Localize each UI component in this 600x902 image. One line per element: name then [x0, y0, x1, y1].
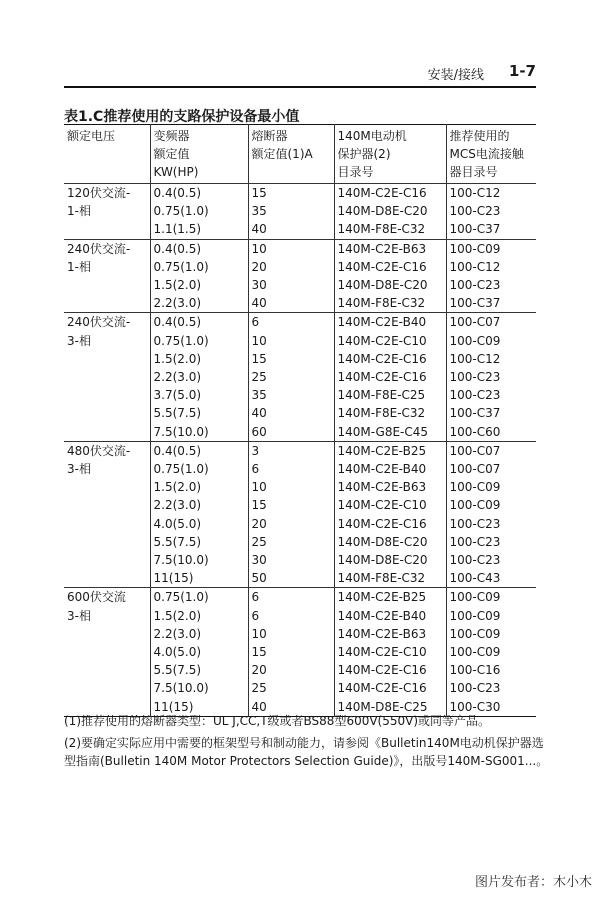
drive-rating-cell: 7.5(10.0): [150, 679, 248, 697]
contactor-cell: 100-C23: [446, 679, 536, 697]
fuse-rating-cell: 20: [248, 661, 334, 679]
table-row: [64, 533, 536, 551]
motor-protector-cell: 140M-C2E-C10: [334, 496, 446, 514]
col-contactor: [446, 125, 536, 184]
header-line: 额定电压: [67, 129, 116, 143]
voltage-cell: 3-相: [67, 462, 91, 477]
fuse-rating-cell: 3: [248, 441, 334, 460]
contactor-cell: 100-C09: [446, 332, 536, 350]
drive-rating-cell: 4.0(5.0): [150, 515, 248, 533]
motor-protector-cell: 140M-C2E-C16: [334, 184, 446, 203]
table-row: [64, 625, 536, 643]
table-row: [64, 202, 536, 220]
fuse-rating-cell: 40: [248, 294, 334, 313]
motor-protector-cell: 140M-G8E-C45: [334, 423, 446, 442]
fuse-rating-cell: 15: [248, 350, 334, 368]
drive-rating-cell: 0.75(1.0): [150, 258, 248, 276]
header-line: 变频器: [153, 129, 190, 143]
drive-rating-cell: 5.5(7.5): [150, 661, 248, 679]
section-title: 安装/接线: [427, 68, 484, 83]
drive-rating-cell: 1.5(2.0): [150, 350, 248, 368]
drive-rating-cell: 2.2(3.0): [150, 496, 248, 514]
voltage-cell: [64, 276, 150, 294]
header-line: KW(HP): [153, 165, 199, 179]
footnotes: [64, 712, 554, 774]
drive-rating-cell: 2.2(3.0): [150, 294, 248, 313]
table-row: [64, 404, 536, 422]
motor-protector-cell: 140M-C2E-B63: [334, 625, 446, 643]
table-row: [64, 294, 536, 313]
contactor-cell: 100-C09: [446, 239, 536, 258]
fuse-rating-cell: 6: [248, 313, 334, 332]
table-row: [64, 551, 536, 569]
motor-protector-cell: 140M-C2E-C10: [334, 332, 446, 350]
drive-rating-cell: 1.5(2.0): [150, 478, 248, 496]
table-row: [64, 184, 536, 203]
contactor-cell: 100-C09: [446, 607, 536, 625]
voltage-cell: [64, 294, 150, 313]
fuse-rating-cell: 30: [248, 276, 334, 294]
header-line: 推荐使用的: [449, 129, 510, 143]
contactor-cell: 100-C60: [446, 423, 536, 442]
voltage-cell: 480伏交流-: [67, 443, 131, 458]
fuse-rating-cell: 10: [248, 478, 334, 496]
table-row: [64, 332, 536, 350]
voltage-cell: [64, 661, 150, 679]
motor-protector-cell: 140M-C2E-C16: [334, 679, 446, 697]
voltage-group: [64, 588, 536, 716]
publisher-credit: 图片发布者：木小木: [474, 875, 592, 890]
fuse-rating-cell: 35: [248, 202, 334, 220]
drive-rating-cell: 0.4(0.5): [150, 313, 248, 332]
contactor-cell: 100-C43: [446, 569, 536, 588]
table-row: [64, 478, 536, 496]
fuse-rating-cell: 40: [248, 698, 334, 717]
contactor-cell: 100-C37: [446, 404, 536, 422]
table-row: [64, 276, 536, 294]
fuse-rating-cell: 10: [248, 332, 334, 350]
header-line: MCS电流接触: [449, 147, 524, 161]
voltage-cell: 3-相: [67, 608, 91, 623]
table-row: [64, 643, 536, 661]
table-row: [64, 423, 536, 442]
table-row: [64, 515, 536, 533]
motor-protector-cell: 140M-C2E-B40: [334, 313, 446, 332]
motor-protector-cell: 140M-C2E-C16: [334, 515, 446, 533]
header-line: 额定值(1)A: [251, 147, 313, 161]
motor-protector-cell: 140M-D8E-C20: [334, 202, 446, 220]
table-row: [64, 460, 536, 478]
voltage-cell: [64, 679, 150, 697]
motor-protector-cell: 140M-F8E-C32: [334, 569, 446, 588]
header-line: 器目录号: [449, 165, 498, 179]
contactor-cell: 100-C09: [446, 496, 536, 514]
table-title: 表1.C推荐使用的支路保护设备最小值: [64, 109, 300, 125]
motor-protector-cell: 140M-F8E-C32: [334, 294, 446, 313]
table-row: [64, 588, 536, 607]
contactor-cell: 100-C07: [446, 313, 536, 332]
motor-protector-cell: 140M-C2E-B63: [334, 239, 446, 258]
table-row: [64, 350, 536, 368]
protection-table: [64, 124, 536, 717]
contactor-cell: 100-C12: [446, 184, 536, 203]
drive-rating-cell: 1.1(1.5): [150, 220, 248, 239]
voltage-cell: [64, 368, 150, 386]
drive-rating-cell: 0.75(1.0): [150, 332, 248, 350]
voltage-group: [64, 441, 536, 588]
fuse-rating-cell: 25: [248, 679, 334, 697]
header-line: 保护器(2): [337, 147, 391, 161]
table-row: [64, 368, 536, 386]
contactor-cell: 100-C07: [446, 441, 536, 460]
voltage-group: [64, 239, 536, 313]
voltage-cell: [64, 220, 150, 239]
fuse-rating-cell: 20: [248, 515, 334, 533]
motor-protector-cell: 140M-F8E-C32: [334, 220, 446, 239]
voltage-cell: 240伏交流-: [67, 241, 131, 256]
voltage-cell: 240伏交流-: [67, 315, 131, 330]
table-row: [64, 386, 536, 404]
fuse-rating-cell: 15: [248, 496, 334, 514]
table-row: [64, 239, 536, 258]
motor-protector-cell: 140M-C2E-C10: [334, 643, 446, 661]
fuse-rating-cell: 6: [248, 607, 334, 625]
motor-protector-cell: 140M-D8E-C20: [334, 551, 446, 569]
voltage-cell: 600伏交流: [67, 590, 126, 605]
table-row: [64, 496, 536, 514]
drive-rating-cell: 0.4(0.5): [150, 239, 248, 258]
contactor-cell: 100-C09: [446, 643, 536, 661]
drive-rating-cell: 5.5(7.5): [150, 404, 248, 422]
fuse-rating-cell: 20: [248, 258, 334, 276]
motor-protector-cell: 140M-C2E-B40: [334, 460, 446, 478]
motor-protector-cell: 140M-C2E-C16: [334, 350, 446, 368]
drive-rating-cell: 7.5(10.0): [150, 423, 248, 442]
contactor-cell: 100-C09: [446, 588, 536, 607]
table-row: [64, 661, 536, 679]
table-row: [64, 258, 536, 276]
motor-protector-cell: 140M-C2E-C16: [334, 258, 446, 276]
fuse-rating-cell: 6: [248, 588, 334, 607]
contactor-cell: 100-C23: [446, 368, 536, 386]
drive-rating-cell: 0.75(1.0): [150, 460, 248, 478]
voltage-cell: [64, 404, 150, 422]
contactor-cell: 100-C23: [446, 515, 536, 533]
voltage-group: [64, 184, 536, 240]
footnote-2: (2)要确定实际应用中需要的框架型号和制动能力，请参阅《Bulletin140M电动机保护器选型指南(Bulletin 140M Motor Protectors Selection Guide)》，出版号140M-SG001...。: [64, 736, 549, 768]
voltage-cell: [64, 569, 150, 588]
motor-protector-cell: 140M-C2E-B63: [334, 478, 446, 496]
fuse-rating-cell: 15: [248, 643, 334, 661]
drive-rating-cell: 1.5(2.0): [150, 276, 248, 294]
contactor-cell: 100-C09: [446, 625, 536, 643]
table-header-row: [64, 125, 536, 184]
header-line: 额定值: [153, 147, 190, 161]
fuse-rating-cell: 25: [248, 533, 334, 551]
fuse-rating-cell: 25: [248, 368, 334, 386]
contactor-cell: 100-C23: [446, 276, 536, 294]
page-header: [64, 56, 536, 88]
header-line: 140M电动机: [337, 129, 407, 143]
fuse-rating-cell: 35: [248, 386, 334, 404]
voltage-cell: [64, 423, 150, 442]
table-row: [64, 220, 536, 239]
table-row: [64, 569, 536, 588]
motor-protector-cell: 140M-D8E-C20: [334, 276, 446, 294]
contactor-cell: 100-C30: [446, 698, 536, 717]
contactor-cell: 100-C23: [446, 551, 536, 569]
motor-protector-cell: 140M-C2E-B25: [334, 588, 446, 607]
fuse-rating-cell: 10: [248, 625, 334, 643]
table-row: [64, 313, 536, 332]
col-drive-rating: [150, 125, 248, 184]
fuse-rating-cell: 15: [248, 184, 334, 203]
voltage-cell: [64, 515, 150, 533]
fuse-rating-cell: 40: [248, 220, 334, 239]
motor-protector-cell: 140M-F8E-C32: [334, 404, 446, 422]
motor-protector-cell: 140M-F8E-C25: [334, 386, 446, 404]
drive-rating-cell: 1.5(2.0): [150, 607, 248, 625]
fuse-rating-cell: 60: [248, 423, 334, 442]
drive-rating-cell: 11(15): [150, 569, 248, 588]
fuse-rating-cell: 6: [248, 460, 334, 478]
voltage-cell: [64, 643, 150, 661]
voltage-cell: [64, 625, 150, 643]
contactor-cell: 100-C12: [446, 350, 536, 368]
contactor-cell: 100-C37: [446, 294, 536, 313]
contactor-cell: 100-C16: [446, 661, 536, 679]
voltage-cell: [64, 551, 150, 569]
table-row: [64, 607, 536, 625]
drive-rating-cell: 0.75(1.0): [150, 202, 248, 220]
contactor-cell: 100-C23: [446, 386, 536, 404]
header-line: 目录号: [337, 165, 374, 179]
drive-rating-cell: 5.5(7.5): [150, 533, 248, 551]
drive-rating-cell: 0.4(0.5): [150, 441, 248, 460]
motor-protector-cell: 140M-C2E-C16: [334, 368, 446, 386]
fuse-rating-cell: 10: [248, 239, 334, 258]
drive-rating-cell: 4.0(5.0): [150, 643, 248, 661]
voltage-cell: [64, 496, 150, 514]
page-number: 1-7: [508, 62, 536, 80]
drive-rating-cell: 7.5(10.0): [150, 551, 248, 569]
voltage-group: [64, 313, 536, 441]
motor-protector-cell: 140M-C2E-B25: [334, 441, 446, 460]
drive-rating-cell: 0.4(0.5): [150, 184, 248, 203]
voltage-cell: 120伏交流-: [67, 186, 131, 200]
contactor-cell: 100-C23: [446, 533, 536, 551]
drive-rating-cell: 2.2(3.0): [150, 368, 248, 386]
fuse-rating-cell: 30: [248, 551, 334, 569]
drive-rating-cell: 0.75(1.0): [150, 588, 248, 607]
contactor-cell: 100-C12: [446, 258, 536, 276]
fuse-rating-cell: 50: [248, 569, 334, 588]
motor-protector-cell: 140M-D8E-C20: [334, 533, 446, 551]
voltage-cell: 1-相: [67, 204, 91, 219]
voltage-cell: 1-相: [67, 259, 91, 274]
header-line: 熔断器: [251, 129, 288, 143]
voltage-cell: [64, 350, 150, 368]
col-rated-voltage: [64, 125, 150, 184]
contactor-cell: 100-C37: [446, 220, 536, 239]
voltage-cell: [64, 478, 150, 496]
fuse-rating-cell: 40: [248, 404, 334, 422]
drive-rating-cell: 11(15): [150, 698, 248, 717]
voltage-cell: [64, 386, 150, 404]
motor-protector-cell: 140M-C2E-C16: [334, 661, 446, 679]
drive-rating-cell: 2.2(3.0): [150, 625, 248, 643]
contactor-cell: 100-C07: [446, 460, 536, 478]
contactor-cell: 100-C23: [446, 202, 536, 220]
drive-rating-cell: 3.7(5.0): [150, 386, 248, 404]
footnote-1: (1)推荐使用的熔断器类型：UL J,CC,T级或者BS88型600V(550V)或同等产品。: [64, 714, 491, 728]
voltage-cell: 3-相: [67, 333, 91, 348]
table-row: [64, 441, 536, 460]
voltage-cell: [64, 533, 150, 551]
col-motor-protector: [334, 125, 446, 184]
contactor-cell: 100-C09: [446, 478, 536, 496]
motor-protector-cell: 140M-D8E-C25: [334, 698, 446, 717]
motor-protector-cell: 140M-C2E-B40: [334, 607, 446, 625]
table-row: [64, 679, 536, 697]
col-fuse-rating: [248, 125, 334, 184]
